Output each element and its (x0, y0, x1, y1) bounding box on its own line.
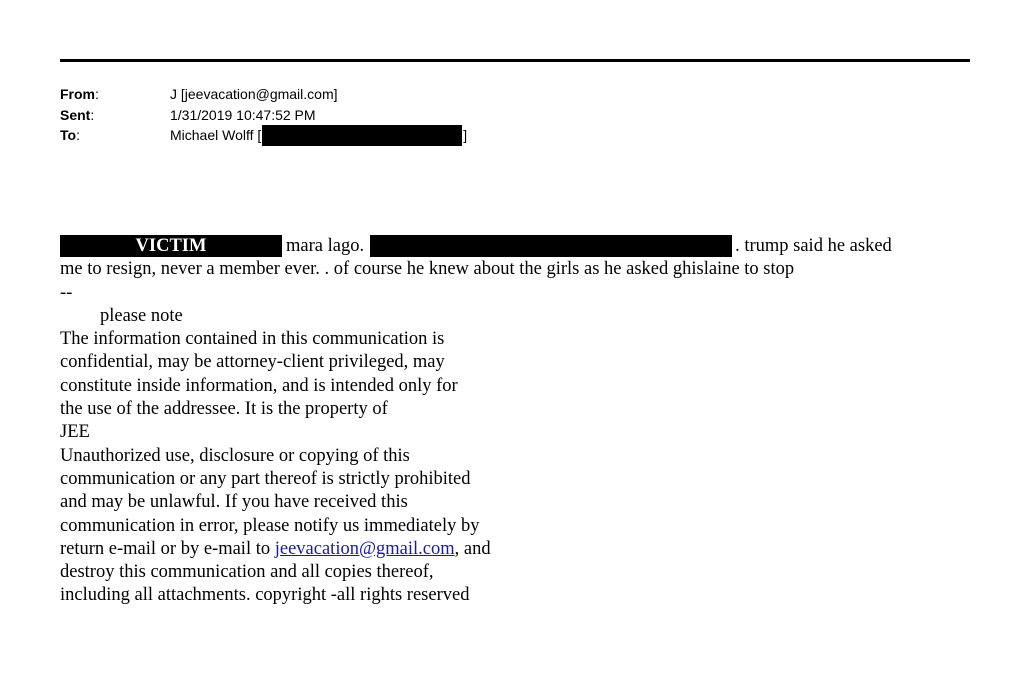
email-link[interactable]: jeevacation@gmail.com (274, 538, 455, 559)
disclaimer-line: confidential, may be attorney-client privileged, may (60, 352, 445, 373)
please-note: please note (100, 305, 183, 326)
victim-redaction-label: VICTIM (60, 235, 282, 257)
disclaimer-line: Unauthorized use, disclosure or copying of this (60, 445, 410, 466)
to-close-bracket: ] (463, 127, 468, 143)
disclaimer-line: communication in error, please notify us immediately by (60, 515, 480, 536)
redaction-bar-message (370, 235, 732, 257)
disclaimer-line: JEE (60, 422, 90, 443)
disclaimer-line: and may be unlawful. If you have received this (60, 492, 408, 513)
return-text-end: , and (454, 538, 491, 559)
signature-separator: -- (60, 282, 73, 303)
message-line-1 (60, 235, 892, 258)
disclaimer-return-line (60, 538, 892, 561)
message-line-2: me to resign, never a member ever. . of course he knew about the girls as he asked ghislaine to stop (60, 259, 795, 280)
sent-label: Sent (60, 106, 91, 123)
message-body (60, 235, 892, 608)
to-label: To (60, 127, 77, 143)
disclaimer-line: communication or any part thereof is strictly prohibited (60, 468, 471, 489)
from-label: From (60, 86, 95, 102)
sent-value: 1/31/2019 10:47:52 PM (170, 106, 316, 123)
return-text: return e-mail or by e-mail to (60, 538, 275, 559)
disclaimer-line: The information contained in this communication is (60, 329, 445, 350)
disclaimer-line: destroy this communication and all copies thereof, (60, 562, 434, 583)
disclaimer-line: the use of the addressee. It is the property of (60, 399, 388, 420)
disclaimer-line: constitute inside information, and is intended only for (60, 375, 458, 396)
redaction-bar-recipient (262, 125, 462, 146)
from-value: J [jeevacation@gmail.com] (170, 86, 338, 102)
top-rule (60, 59, 970, 62)
disclaimer-line: including all attachments. copyright -all rights reserved (60, 585, 470, 606)
to-name: Michael Wolff [ (170, 127, 262, 143)
message-text-mara-lago: mara lago. (286, 236, 365, 256)
message-text-trump: . trump said he asked (735, 236, 892, 256)
